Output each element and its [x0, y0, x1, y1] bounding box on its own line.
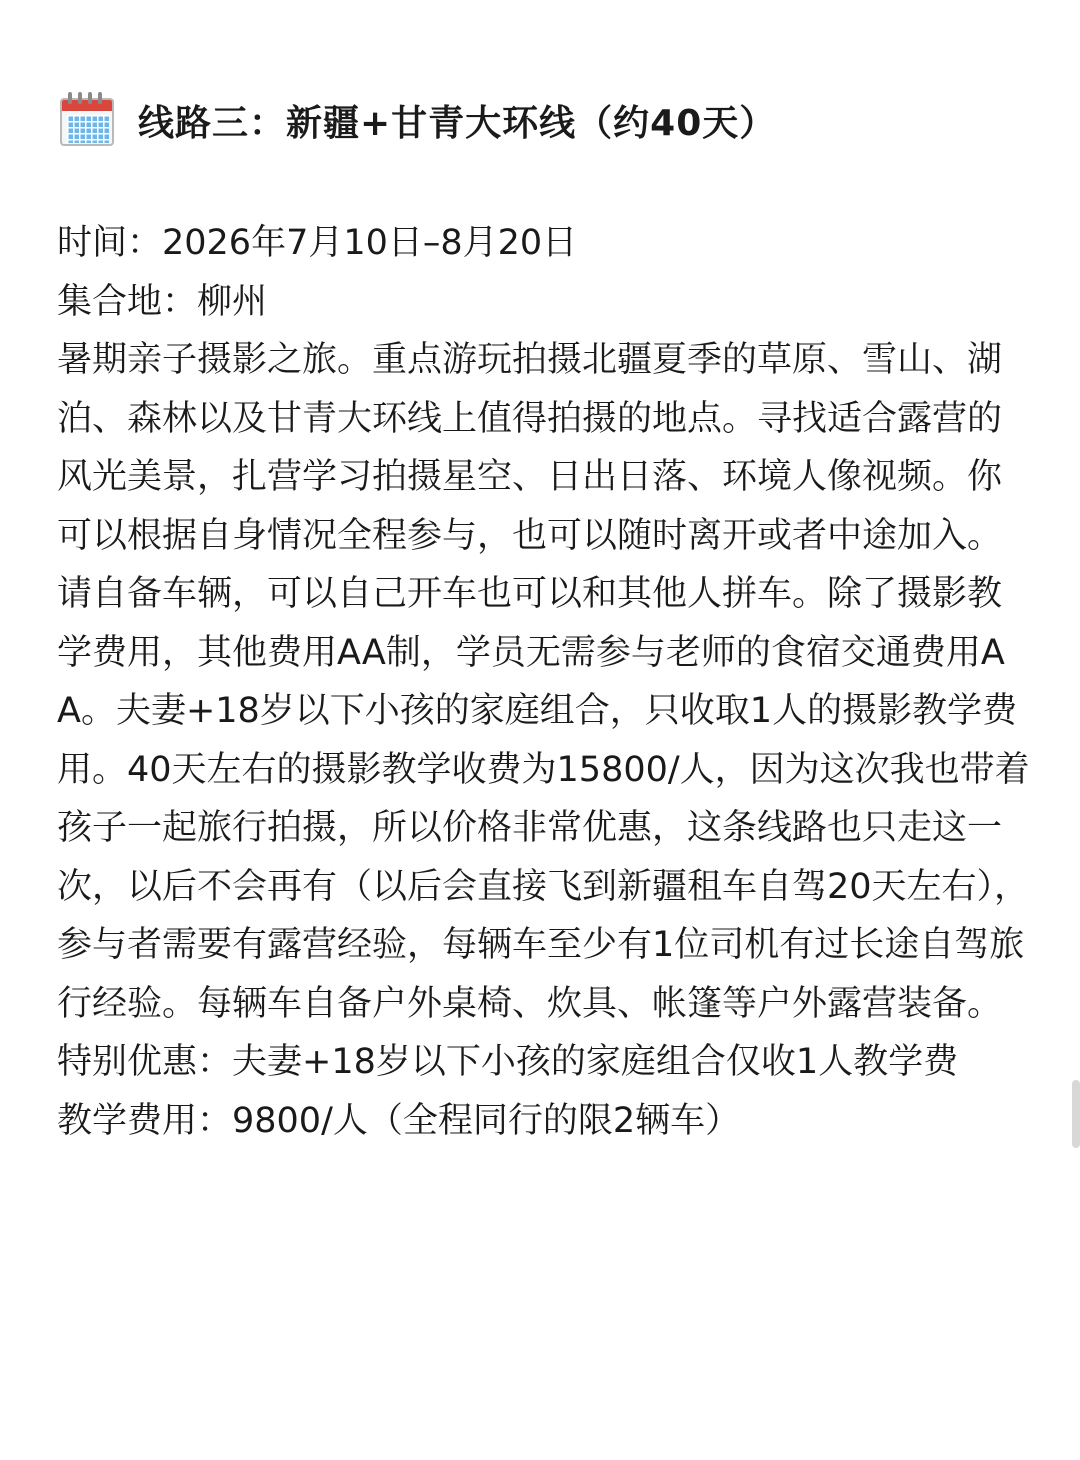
- page-title: 线路三：新疆+甘青大环线（约40天）: [138, 102, 777, 144]
- title-row: [58, 90, 776, 150]
- scrollbar[interactable]: [1072, 1080, 1080, 1148]
- meeting-place-line: 集合地：柳州: [57, 281, 268, 322]
- itinerary-details: [57, 214, 1032, 1150]
- calendar-icon: [58, 92, 116, 148]
- fee-line: 教学费用：9800/人（全程同行的限2辆车）: [57, 1100, 741, 1141]
- time-line: 时间：2026年7月10日–8月20日: [57, 223, 578, 263]
- special-offer-line: 特别优惠：夫妻+18岁以下小孩的家庭组合仅收1人教学费: [57, 1042, 959, 1082]
- description-paragraph: 暑期亲子摄影之旅。重点游玩拍摄北疆夏季的草原、雪山、湖泊、森林以及甘青大环线上值得拍摄的地点。寻找适合露营的风光美景，扎营学习拍摄星空、日出日落、环境人像视频。你可以根据自身情况全程参与，也可以随时离开或者中途加入。请自备车辆，可以自己开车也可以和其他人拼车。除了摄影教学费用，其他费用AA制，学员无需参与老师的食宿交通费用AA。夫妻+18岁以下小孩的家庭组合，只收取1人的摄影教学费用。40天左右的摄影教学收费为15800/人，因为这次我也带着孩子一起旅行拍摄，所以价格非常优惠，这条线路也只走这一次，以后不会再有（以后会直接飞到新疆租车自驾20天左右），参与者需要有露营经验，每辆车至少有1位司机有过长途自驾旅行经验。每辆车自备户外桌椅、炊具、帐篷等户外露营装备。: [57, 340, 1030, 1024]
